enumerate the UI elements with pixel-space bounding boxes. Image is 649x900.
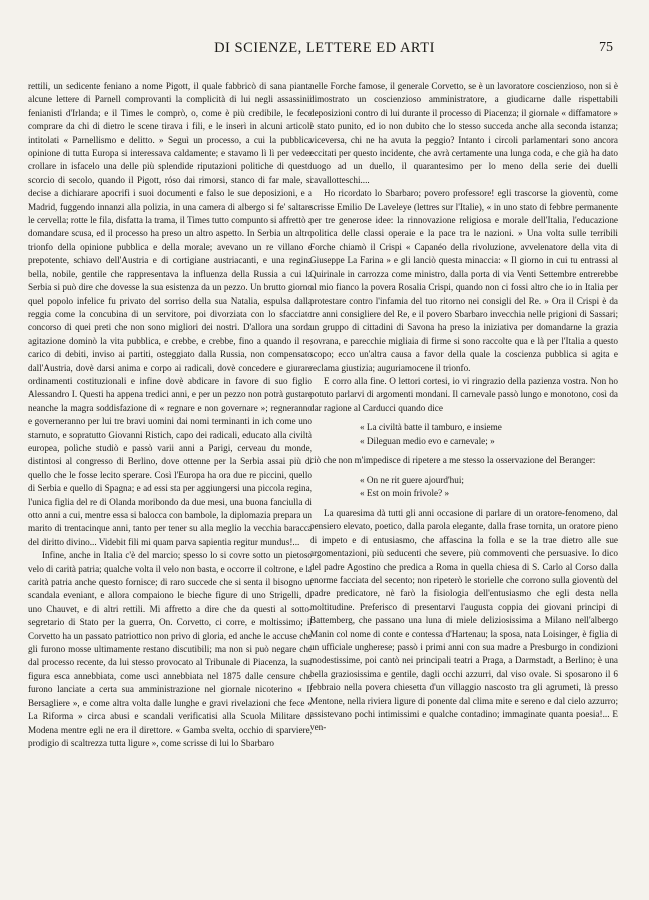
verse-line: « On ne rit guere ajourd'hui; bbox=[360, 474, 464, 485]
page-number: 75 bbox=[599, 40, 613, 55]
right-paragraph-5: La quaresima dà tutti gli anni occasione di parlare di un oratore-fenomeno, dal pensiero elevato, poetico, dalla parola elegante, dalla frase tornita, un oratore pieno di impeto e di entusiasmo, che affascina la folla e se la trae dietro alle sue argomentazioni, più seducenti che severe, più commoventi che persuasive. Io dico del padre Agostino che predica a Roma in quella chiesa di S. Carlo al Corso dalla enorme facciata del secento; non ripeterò le storielle che corrono sulla gioventù del padre predicatore, nè farò la fisiologia dell'entusiasmo che egli desta nella moltitudine. Preferisco di presentarvi l'augusta coppia dei giovani principi di Battemberg, che passano una luna di miele deliziosissima a Milano nell'albergo Manin col nome di conte e contessa d'Hartenau; la sposa, nata Loisinger, è figlia di un ufficiale ungherese; passò i primi anni con sua madre a Presburgo in condizioni modestissime, poi cantò nei principali teatri a Praga, a Darmstadt, a Berlino; è una bella graziosissima e gentile, dagli occhi azzurri, dal viso ovale. Si sposarono il 6 febbraio nella povera chiesetta d'un villaggio nascosto tra gli agrumeti, là presso Mentone, nella riviera ligure di ponente dal clima mite e sereno e dal cielo azzurro; assistevano pochi intimissimi e qualche contadino; immaginate quanta poesia!... E ven- bbox=[310, 507, 618, 733]
page-header bbox=[30, 40, 619, 64]
verse-line: « La civiltà batte il tamburo, e insieme bbox=[360, 422, 502, 433]
carducci-verse bbox=[310, 421, 618, 448]
verse-line: « Est on moin frivole? » bbox=[360, 488, 450, 499]
left-paragraph-2: Infine, anche in Italia c'è del marcio; spesso lo si covre sotto un pietoso velo di carità patria; qualche volta il velo non basta, e occorre il coltrone, e la carità patria anche questo fornisce; di raro succede che si senta il bisogno ut scandala eveniant, e allora compaiono le bieche figure di uno Strigelli, di uno Chauvet, e di altri rettili. Mi affretto a dire che da questi al sotto-segretario di Stato per la guerra, On. Corvetto, ci corre, e moltissimo; il Corvetto ha un passato patriottico non privo di gloria, ed anche le accuse che gli furono mosse ultimamente restano discutibili; ma non si può negare che dal processo recente, da lui stesso provocato al Tribunale di Piacenza, la sua figura esca annebbiata, come uscì annebbiata nel 1875 dalle censure che furono lanciate a certa sua amministrazione nel giornale nicoterino « Il Bersagliere », e come altra volta dalle lunghe e gravi rivelazioni che fece « La Riforma » circa abusi e scandali verificatisi alla Scuola Militare di Modena mentre egli ne era il direttore. « Gamba svelta, occhio di sparviere, prodigio di scaltrezza tutta ligure », come scrisse di lui lo Sbarbaro bbox=[28, 550, 312, 748]
right-paragraph-1: nelle Forche famose, il generale Corvetto, se è un lavoratore coscienzioso, non si è dimostrato un coscienzioso amministratore, a giudicarne dalle rispettabili deposizioni contro di lui durante il processo di Piacenza; il giornale « diffamatore » è stato punito, ed io non dubito che lo stesso succeda anche alla seconda istanza; viceversa, chi ne ha avuta la peggio? Intanto i circoli parlamentari sono ancora eccitati per questo incidente, che avrà certamente una lunga coda, e che già ha dato luogo ad un duello, il quarantesimo per lo meno della serie dei duelli cavallotteschi.... bbox=[310, 81, 618, 185]
left-column bbox=[28, 80, 312, 750]
beranger-verse bbox=[310, 474, 618, 501]
right-paragraph-4: ciò che non m'impedisce di ripetere a me stesso la osservazione del Beranger: bbox=[310, 455, 596, 466]
running-title: DI SCIENZE, LETTERE ED ARTI bbox=[214, 40, 435, 56]
right-paragraph-3: E corro alla fine. O lettori cortesi, io vi ringrazio della pazienza vostra. Non ho potuto parlarvi di argomenti mondani. Il carnevale passò lungo e monotono, così da dar ragione al Carducci quando dice bbox=[310, 375, 618, 413]
right-paragraph-2: Ho ricordato lo Sbarbaro; povero professore! egli trascorse la gioventù, come scrisse Emilio De Laveleye (lettres sur l'Italie), « in uno stato di febbre permanente per tre generose idee: la rinnovazione religiosa e morale dell'Italia, l'educazione politica delle classi operaie e la pace tra le nazioni. » Una volta sulle terribili Forche chiamò il Crispi « Capanéo della rivoluzione, avvelenatore della vita di Giuseppe La Farina » e gli lanciò questa minaccia: « Il giorno in cui tu entrassi al Quirinale in carrozza come ministro, dalla porta di via Venti Settembre entrerebbe al mio fianco la povera Rosalia Crispi, quando non ci fossi altro che io in Italia per protestare contro l'infamia del tuo ritorno nei consigli del Re. » Ora il Crispi è da tre anni consigliere del Re, e il povero Sbarbaro invecchia nelle prigioni di Sassari; un gruppo di cittadini di Savona ha preso la iniziativa per domandarne la grazia sovrana, e parecchie migliaia di firme si sono raccolte qua e là per l'Italia a questo scopo; ecco un'altra causa a favor della quale la coscienza pubblica si agita e reclama giustizia; auguriamocene il trionfo. bbox=[310, 188, 618, 373]
right-column bbox=[310, 80, 618, 735]
verse-line: « Dileguan medio evo e carnevale; » bbox=[360, 435, 495, 446]
left-paragraph-1: rettili, un sedicente feniano a nome Pigott, il quale fabbricò di sana pianta alcune lettere di Parnell comprovanti la complicità di lui negli assassinii fenianisti d'Irlanda; e il Times le comprò, o, come è più credibile, le fece comprare da chi di dietro le scene tirava i fili, e le inserì in alcuni articoli intitolati « Parnellismo e delitto. » Seguì un processo, a cui la pubblica opinione di tutta Europa si interessava caldamente; e stavamo lì lì per veder crollare in isfacelo una delle più splendide riputazioni politiche di questo scorcio di secolo, quando il Pigott, róso dai rimorsi, stanco di far male, si decise a dichiarare apocrifi i suoi documenti e falso le sue deposizioni, e a Madrid, fuggendo innanzi alla polizia, in una camera di albergo si fe' saltare le cervella; rotte le fila, disfatta la trama, il Times tutto compunto si affrettò a domandare scusa, ed il processo ha preso un altro aspetto. In Serbia un altro trionfo della opinione pubblica e della morale; avevano un re villano e prepotente, schiavo dell'Austria e di cortigiane austriacanti, e una regina bella, nobile, gentile che rappresentava la influenza della Russia a cui la Serbia si può dire che dovesse la sua esistenza da un pezzo. Un brutto giorno quel popolo infelice fu privato del sorriso della sua Natalia, espulsa dalla reggia come la concubina di un servitore, poi divorziata con lo sfacciato concorso di quei preti che non sono migliori dei nostri. D'allora una sorda agitazione dominò la vita pubblica, e crebbe, e crebbe, fino a quando il re, carico di debiti, inviso ai partiti, osteggiato dalla Russia, non compensato dall'Austria, dovè darsi anima e corpo ai radicali, dovè concedere e giurare ordinamenti costituzionali e infine dovè abdicare in favore di suo figlio Alessandro I. Questi ha appena tredici anni, e per un pezzo non potrà gustare neanche la magra soddisfazione di « regnare e non governare »; regneranno e governeranno per lui tre bravi uomini dai nomi terminanti in ich come uno starnuto, e sopratutto Giovanni Ristich, capo dei radicali, educato alla civiltà europea, polìche studiò e passò varii anni a Parigi, cerveau du monde, distintosi al congresso di Berlino, dove ottenne per la Serbia assai più di quello che le fosse lecito sperare. Così l'Europa ha ora due re piccini, quello di Serbia e quello di Spagna; e ad essi sta per aggiungersi una piccola regina, l'unica figlia del re di Olanda moribondo da due mesi, una buona fanciulla di otto anni a cui, mentre essa si balocca con bambole, la diplomazia prepara un marito di trentacinque anni, tanto per tener su alla meglio la vecchia baracca del diritto divino... Videbit fili mi quam parva sapientia regitur mundus!... bbox=[28, 81, 312, 547]
